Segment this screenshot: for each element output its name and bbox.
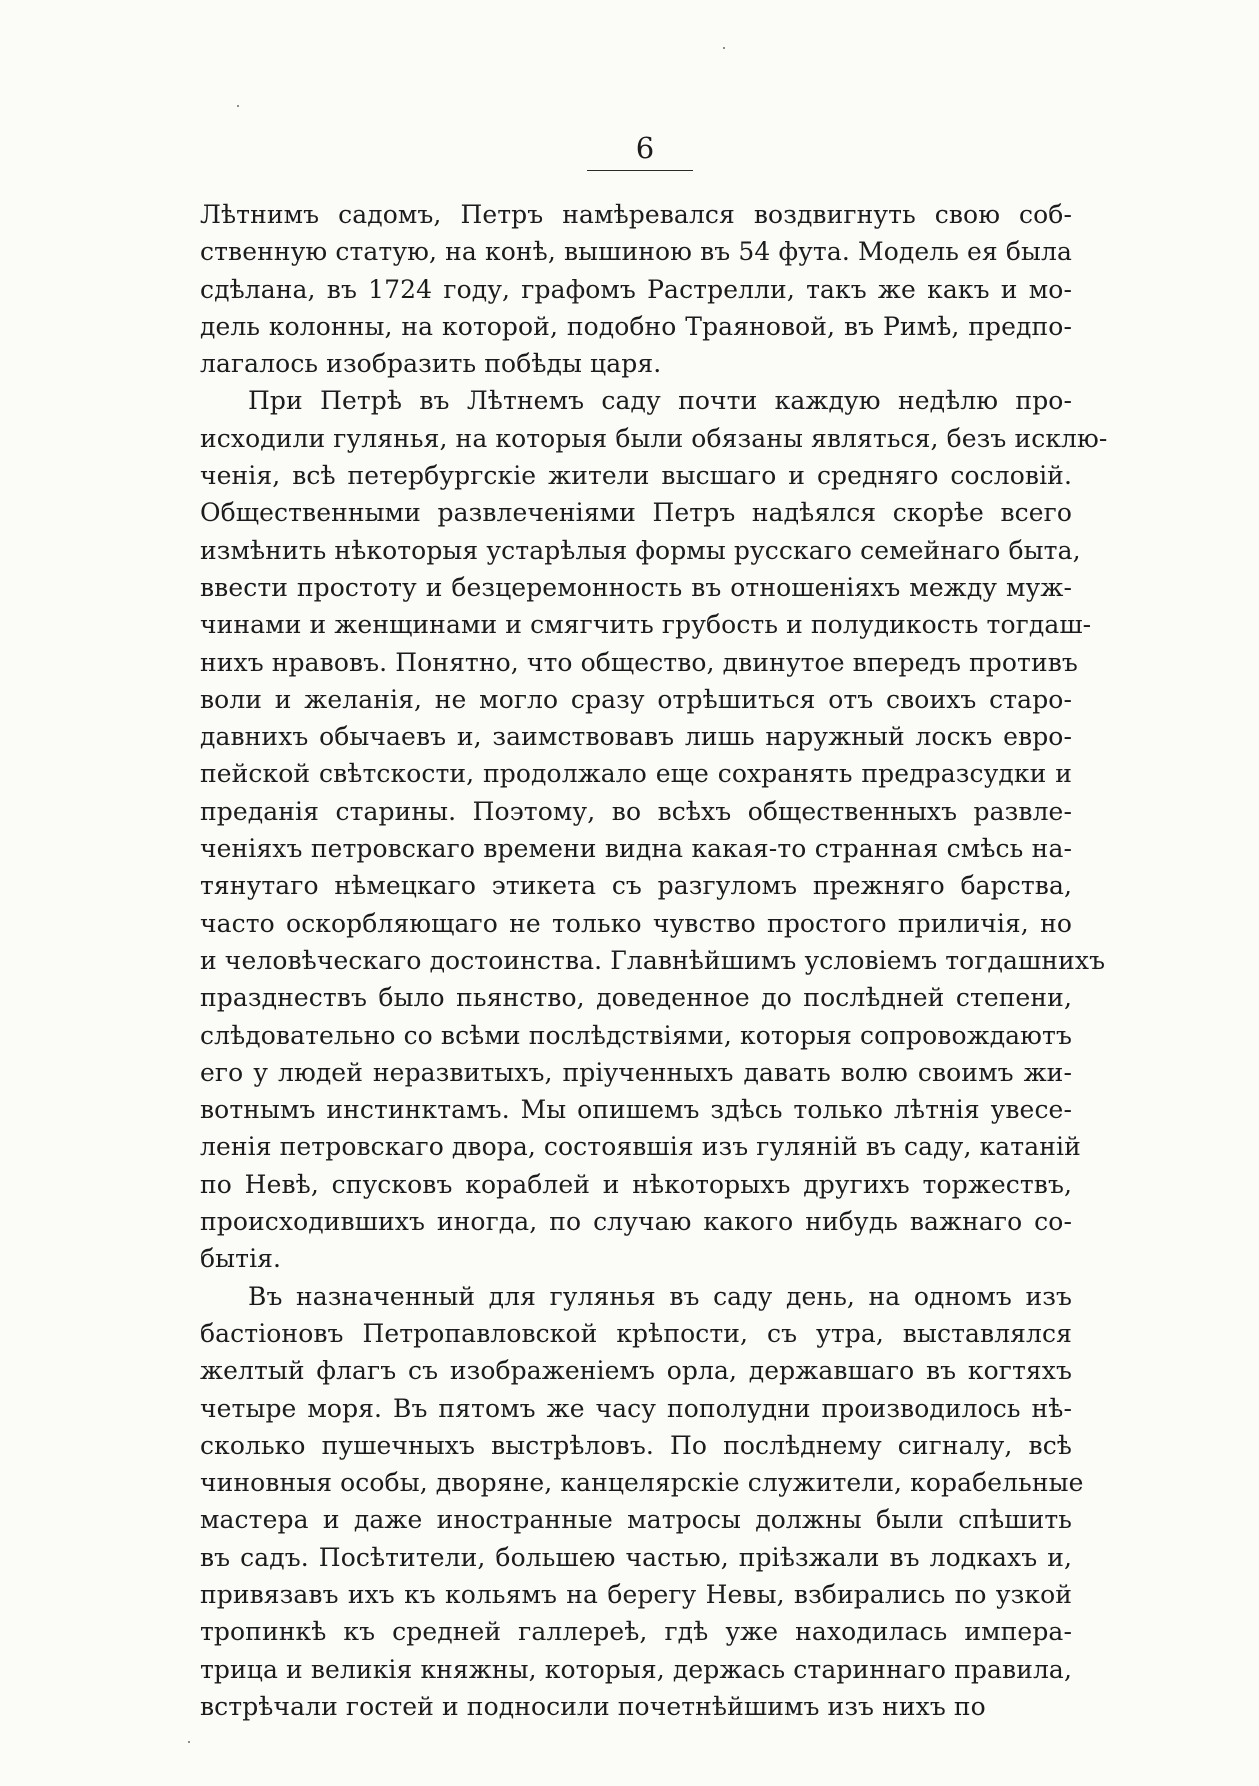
text-line: происходившихъ иногда, по случаю какого нибудь важнаго со- — [200, 1207, 1072, 1237]
text-line: чиновныя особы, дворяне, канцелярскіе служители, корабельные — [200, 1468, 1084, 1498]
page-number: 6 — [635, 131, 655, 165]
text-line: ленія петровскаго двора, состоявшія изъ гуляній въ саду, катаній — [200, 1132, 1081, 1162]
text-line: часто оскорбляющаго не только чувство простого приличія, но — [200, 908, 1072, 938]
paragraph-3 — [200, 1278, 1084, 1726]
text-line: ченія, всѣ петербургскіе жители высшаго и средняго сословій. — [200, 461, 1072, 491]
text-line: и человѣческаго достоинства. Главнѣйшимъ условіемъ тогдашнихъ — [200, 945, 1106, 975]
text-line: дель колонны, на которой, подобно Траяновой, въ Римѣ, предпо- — [200, 311, 1072, 341]
text-line: привязавъ ихъ къ кольямъ на берегу Невы, взбирались по узкой — [200, 1579, 1072, 1609]
text-line: пейской свѣтскости, продолжало еще сохранять предразсудки и — [200, 759, 1072, 789]
text-line: давнихъ обычаевъ и, заимствовавъ лишь наружный лоскъ евро- — [200, 722, 1072, 752]
text-line: сдѣлана, въ 1724 году, графомъ Растрелли, такъ же какъ и мо- — [200, 274, 1072, 304]
paragraph-1 — [200, 196, 1072, 382]
text-line: мастера и даже иностранные матросы должны были спѣшить — [200, 1505, 1072, 1535]
text-line: измѣнить нѣкоторыя устарѣлыя формы русскаго семейнаго быта, — [200, 535, 1081, 565]
text-line: нихъ нравовъ. Понятно, что общество, двинутое впередъ противъ — [200, 647, 1078, 677]
paragraph-2 — [200, 382, 1108, 1277]
scan-speck — [237, 105, 239, 107]
text-line: ченіяхъ петровскаго времени видна какая-то странная смѣсь на- — [200, 834, 1072, 864]
text-line: воли и желанія, не могло сразу отрѣшиться отъ своихъ старо- — [200, 684, 1072, 714]
text-line: слѣдовательно со всѣми послѣдствіями, которыя сопровождаютъ — [200, 1020, 1072, 1050]
body-text — [200, 196, 1108, 1725]
text-line: въ садъ. Посѣтители, большею частью, пріѣзжали въ лодкахъ и, — [200, 1542, 1072, 1572]
text-line: Общественными развлеченіями Петръ надѣялся скорѣе всего — [200, 498, 1072, 528]
text-line: ввести простоту и безцеремонность въ отношеніяхъ между муж- — [200, 572, 1072, 602]
text-line: четыре моря. Въ пятомъ же часу пополудни производилось нѣ- — [200, 1393, 1072, 1423]
text-line: ственную статую, на конѣ, вышиною въ 54 фута. Модель ея была — [200, 237, 1072, 267]
text-line: преданія старины. Поэтому, во всѣхъ общественныхъ развле- — [200, 796, 1072, 826]
text-line: сколько пушечныхъ выстрѣловъ. По послѣднему сигналу, всѣ — [200, 1430, 1072, 1460]
text-line: желтый флагъ съ изображеніемъ орла, державшаго въ когтяхъ — [200, 1356, 1072, 1386]
scan-speck — [723, 47, 725, 49]
text-line: тропинкѣ къ средней галлереѣ, гдѣ уже находилась импера- — [200, 1617, 1072, 1647]
text-line: Въ назначенный для гулянья въ саду день, на одномъ изъ — [248, 1281, 1072, 1311]
text-line: Лѣтнимъ садомъ, Петръ намѣревался воздвигнуть свою соб- — [200, 200, 1072, 229]
text-line: лагалось изобразить побѣды царя. — [200, 349, 662, 379]
scan-speck — [188, 1741, 190, 1743]
text-line: чинами и женщинами и смягчить грубость и полудикость тогдаш- — [200, 610, 1092, 640]
text-line: тянутаго нѣмецкаго этикета съ разгуломъ прежняго барства, — [200, 871, 1072, 901]
text-line: встрѣчали гостей и подносили почетнѣйшимъ изъ нихъ по — [200, 1691, 986, 1721]
text-line: по Невѣ, спусковъ кораблей и нѣкоторыхъ другихъ торжествъ, — [200, 1169, 1072, 1199]
text-line: празднествъ было пьянство, доведенное до послѣдней степени, — [200, 983, 1072, 1013]
text-line: его у людей неразвитыхъ, пріученныхъ давать волю своимъ жи- — [200, 1057, 1072, 1087]
text-line: При Петрѣ въ Лѣтнемъ саду почти каждую недѣлю про- — [248, 386, 1072, 416]
text-line: бытія. — [200, 1244, 282, 1274]
text-line: трица и великія княжны, которыя, держась стариннаго правила, — [200, 1654, 1072, 1684]
text-line: вотнымъ инстинктамъ. Мы опишемъ здѣсь только лѣтнія увесе- — [200, 1095, 1072, 1125]
text-line: бастіоновъ Петропавловской крѣпости, съ утра, выставлялся — [200, 1318, 1072, 1348]
text-line: исходили гулянья, на которыя были обязаны являться, безъ исклю- — [200, 423, 1108, 453]
page-number-rule — [587, 170, 693, 171]
